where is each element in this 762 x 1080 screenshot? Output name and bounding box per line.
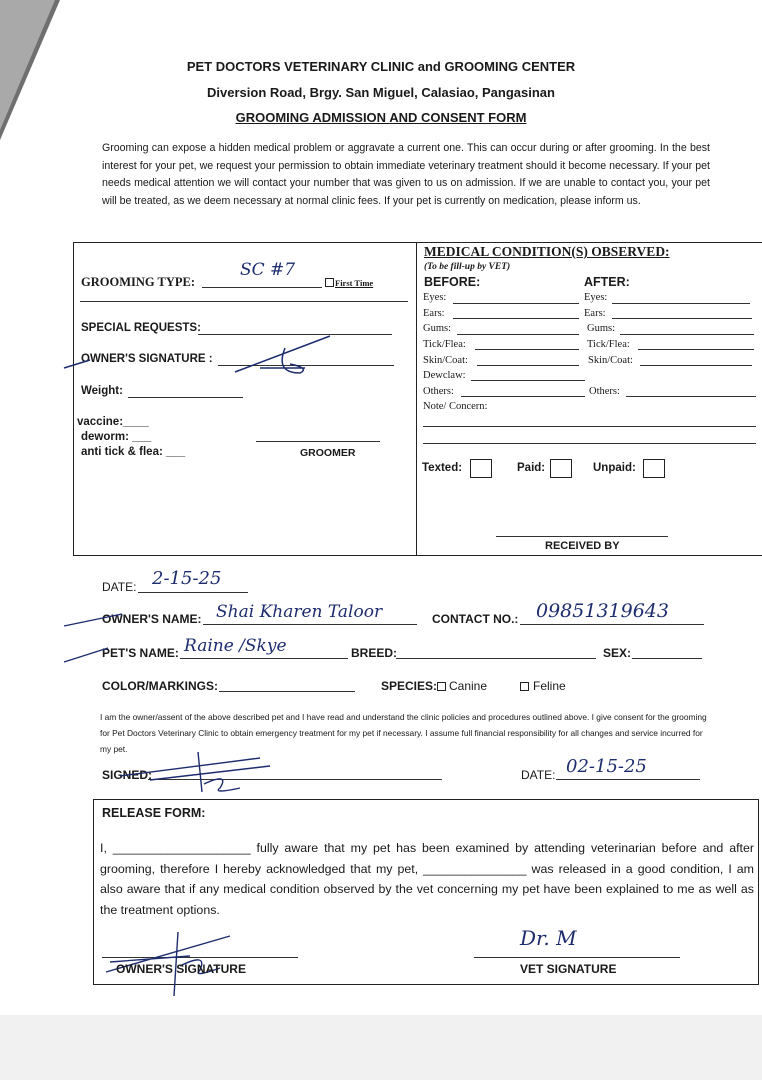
signed-date-value[interactable]: 02-15-25 [566,756,647,777]
texted-checkbox[interactable] [470,459,492,478]
after-ears-label: Ears: [584,308,606,319]
groomer-line[interactable] [256,441,380,442]
weight-line[interactable] [128,397,243,398]
vet-signature-label: VET SIGNATURE [520,962,617,976]
contact-value[interactable]: 09851319643 [536,600,669,622]
date-label: DATE: [102,580,137,594]
after-eyes-line[interactable] [612,303,750,304]
after-gums-line[interactable] [620,334,754,335]
signed-scribble [120,748,280,798]
after-tick-line[interactable] [638,349,754,350]
received-by-label: RECEIVED BY [545,540,620,552]
note-label: Note/ Concern: [423,401,488,412]
paid-checkbox[interactable] [550,459,572,478]
after-label: AFTER: [584,275,630,289]
before-skin-line[interactable] [477,365,579,366]
unpaid-checkbox[interactable] [643,459,665,478]
medical-subtitle: (To be fill-up by VET) [424,262,511,272]
weight-label: Weight: [81,385,123,397]
page-bottom-margin [0,1015,762,1080]
before-others-line[interactable] [461,396,585,397]
owner-name-label: OWNER'S NAME: [102,612,202,626]
first-time-label: First Time [335,278,374,288]
vet-signature-line[interactable] [474,957,680,958]
date-value[interactable]: 2-15-25 [152,568,222,589]
before-tick-label: Tick/Flea: [423,339,466,350]
paid-label: Paid: [517,462,546,474]
before-skin-label: Skin/Coat: [423,355,468,366]
owner-signature-label: OWNER'S SIGNATURE : [81,353,213,365]
pet-name-value[interactable]: Raine /Skye [184,636,287,656]
signed-date-line [556,779,700,780]
note-line-2[interactable] [423,443,756,444]
after-others-label: Others: [589,386,620,397]
before-ears-line[interactable] [453,318,579,319]
form-title: GROOMING ADMISSION AND CONSENT FORM [235,110,527,125]
clinic-address: Diversion Road, Brgy. San Miguel, Calasiao, Pangasinan [207,85,555,100]
release-paragraph: I, ____________________ fully aware that my pet has been examined by attending veterinarian before and after grooming, therefore I hereby acknowledged that my pet, _______________ was released in a good condition, I am also aware that if any medical condition observed by the vet concerning my pet have been explained to me as well as the treatment options. [100,841,754,917]
first-time-checkbox[interactable] [325,278,334,287]
before-dewclaw-label: Dewclaw: [423,370,466,381]
after-skin-label: Skin/Coat: [588,355,633,366]
after-tick-label: Tick/Flea: [587,339,630,350]
sex-line[interactable] [632,658,702,659]
grooming-type-label: GROOMING TYPE: [81,275,196,289]
grooming-type-line [202,287,322,288]
species-label: SPECIES: [381,679,438,693]
color-label: COLOR/MARKINGS: [102,679,218,693]
before-eyes-line[interactable] [453,303,579,304]
received-by-line[interactable] [496,536,668,537]
intro-paragraph: Grooming can expose a hidden medical problem or aggravate a current one. This can occur during or after grooming. In the best interest for your pet, we request your permission to obtain immediate veterinary treatment should it become necessary. If your pet needs medical attention we will contact your number that was given to us on admission. If we are unable to contact you, your pet will be treated, as we deem necessary at normal clinic fees. If your pet is currently on medication, please inform us. [102,142,710,207]
deworm-label[interactable]: deworm: ___ [81,431,152,443]
before-gums-label: Gums: [423,323,452,334]
signed-date-label: DATE: [521,768,556,782]
signed-label: SIGNED: [102,768,153,782]
date-line [138,592,248,593]
pet-name-label: PET'S NAME: [102,646,179,660]
before-label: BEFORE: [424,275,481,289]
after-ears-line[interactable] [612,318,752,319]
owner-name-line [203,624,417,625]
after-gums-label: Gums: [587,323,616,334]
owner-signature-scribble [60,328,340,378]
before-others-label: Others: [423,386,454,397]
owner-name-value[interactable]: Shai Kharen Taloor [216,602,383,622]
canine-label: Canine [449,679,488,693]
antitick-label[interactable]: anti tick & flea: ___ [81,446,186,458]
medical-title: MEDICAL CONDITION(S) OBSERVED: [424,244,670,259]
vaccine-label[interactable]: vaccine:____ [77,416,149,428]
before-tick-line[interactable] [475,349,579,350]
vet-signature-value: Dr. M [520,926,577,950]
after-others-line[interactable] [626,396,756,397]
groomer-label: GROOMER [300,447,356,459]
texted-label: Texted: [422,462,463,474]
owner-name-mark [62,600,132,630]
before-gums-line[interactable] [457,334,579,335]
breed-label: BREED: [351,646,398,660]
note-line-1[interactable] [423,426,756,427]
clinic-name: PET DOCTORS VETERINARY CLINIC and GROOMING CENTER [186,59,576,74]
consent-paragraph: I am the owner/assent of the above described pet and I have read and understand the clinic policies and procedures outlined above. I give consent for the grooming for Pet Doctors Veterinary Clinic to obtain emergency treatment for my pet if necessary. I assume full financial responsibility for all changes and service incurred for my pet. [100,712,707,754]
release-title: RELEASE FORM: [102,806,206,820]
pet-name-mark [62,640,122,670]
before-eyes-label: Eyes: [423,292,447,303]
grooming-type-value[interactable]: SC #7 [240,260,296,280]
after-eyes-label: Eyes: [584,292,608,303]
pet-name-line [180,658,348,659]
contact-line [520,624,704,625]
box-divider [416,242,417,555]
release-owner-signature-label: OWNER'S SIGNATURE [116,962,246,976]
breed-line[interactable] [396,658,596,659]
feline-checkbox[interactable] [520,682,529,691]
after-skin-line[interactable] [640,365,752,366]
grooming-extra-line [80,301,408,302]
before-ears-label: Ears: [423,308,445,319]
color-line[interactable] [219,691,355,692]
canine-checkbox[interactable] [437,682,446,691]
feline-label: Feline [533,679,566,693]
special-requests-label: SPECIAL REQUESTS: [81,322,201,334]
sex-label: SEX: [603,646,632,660]
before-dewclaw-line[interactable] [471,380,585,381]
contact-label: CONTACT NO.: [432,612,519,626]
unpaid-label: Unpaid: [593,462,636,474]
